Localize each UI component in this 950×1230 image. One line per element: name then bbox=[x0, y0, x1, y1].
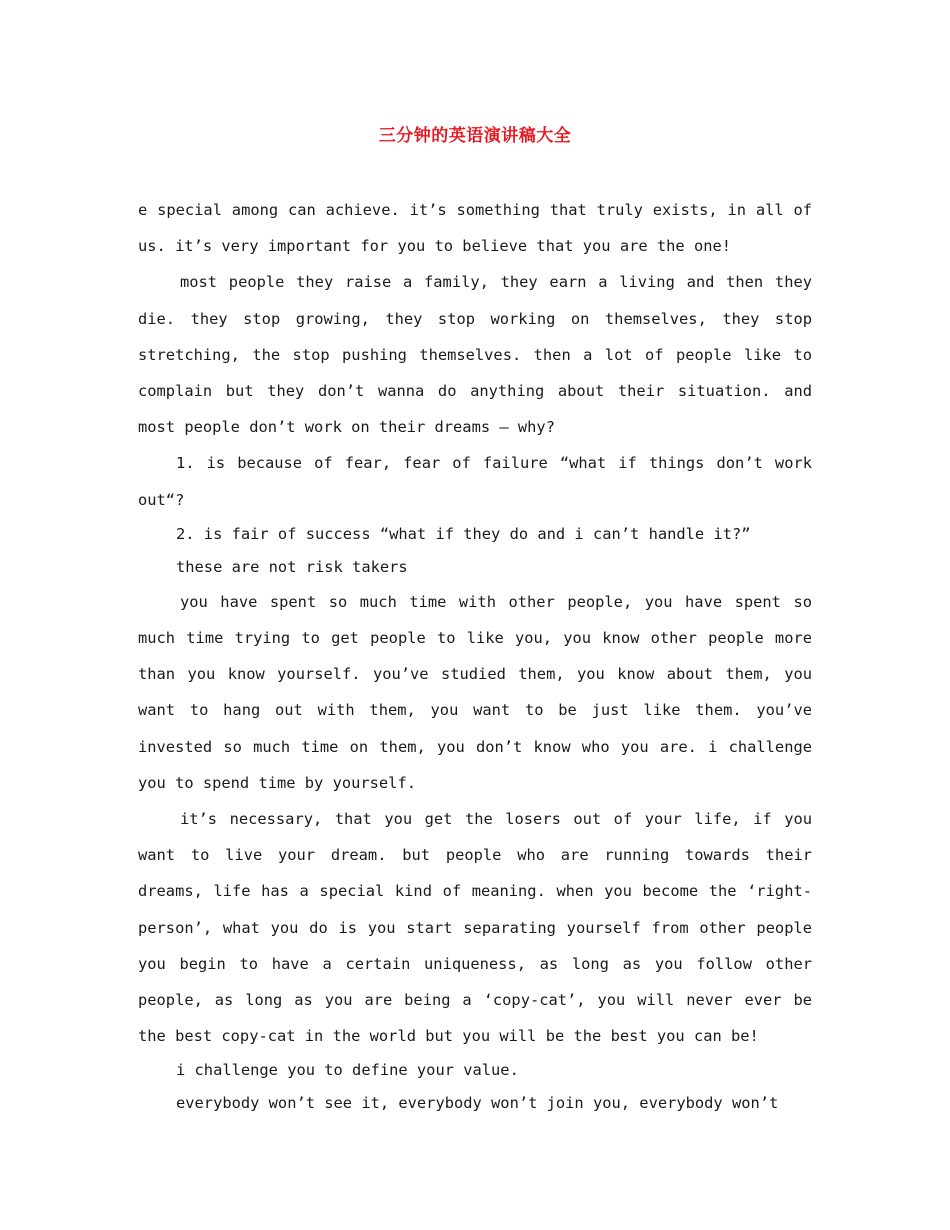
paragraph-4: 2. is fair of success “what if they do and i can’t handle it?” bbox=[176, 524, 751, 543]
paragraph-1: e special among can achieve. it’s something that truly exists, in all of us. it’s very important for you to believe that you are the one! bbox=[138, 201, 812, 256]
document-body bbox=[138, 192, 812, 1120]
paragraph-7: it’s necessary, that you get the losers out of your life, if you want to live your dream. but people who are running towards their dreams, life has a special kind of meaning. when you become the ‘right-person’, what you do is you start separating yourself from other people you begin to have a certain uniqueness, as long as you follow other people, as long as you are being a ‘copy-cat’, you will never ever be the best copy-cat in the world but you will be the best you can be! bbox=[138, 810, 812, 1046]
page-title: 三分钟的英语演讲稿大全 bbox=[378, 126, 572, 146]
paragraph-5: these are not risk takers bbox=[176, 557, 408, 576]
paragraph-2: most people they raise a family, they earn a living and then they die. they stop growing, they stop working on themselves, they stop stretching, the stop pushing themselves. then a lot of people like to complain but they don’t wanna do anything about their situation. and most people don’t work on their dreams – why? bbox=[138, 273, 812, 437]
paragraph-9: everybody won’t see it, everybody won’t join you, everybody won’t bbox=[176, 1094, 779, 1113]
paragraph-3: 1. is because of fear, fear of failure “what if things don’t work out“? bbox=[138, 454, 812, 509]
paragraph-8: i challenge you to define your value. bbox=[176, 1061, 519, 1080]
paragraph-6: you have spent so much time with other people, you have spent so much time trying to get people to like you, you know other people more than you know yourself. you’ve studied them, you know about them, you want to hang out with them, you want to be just like them. you’ve invested so much time on them, you don’t know who you are. i challenge you to spend time by yourself. bbox=[138, 592, 812, 792]
